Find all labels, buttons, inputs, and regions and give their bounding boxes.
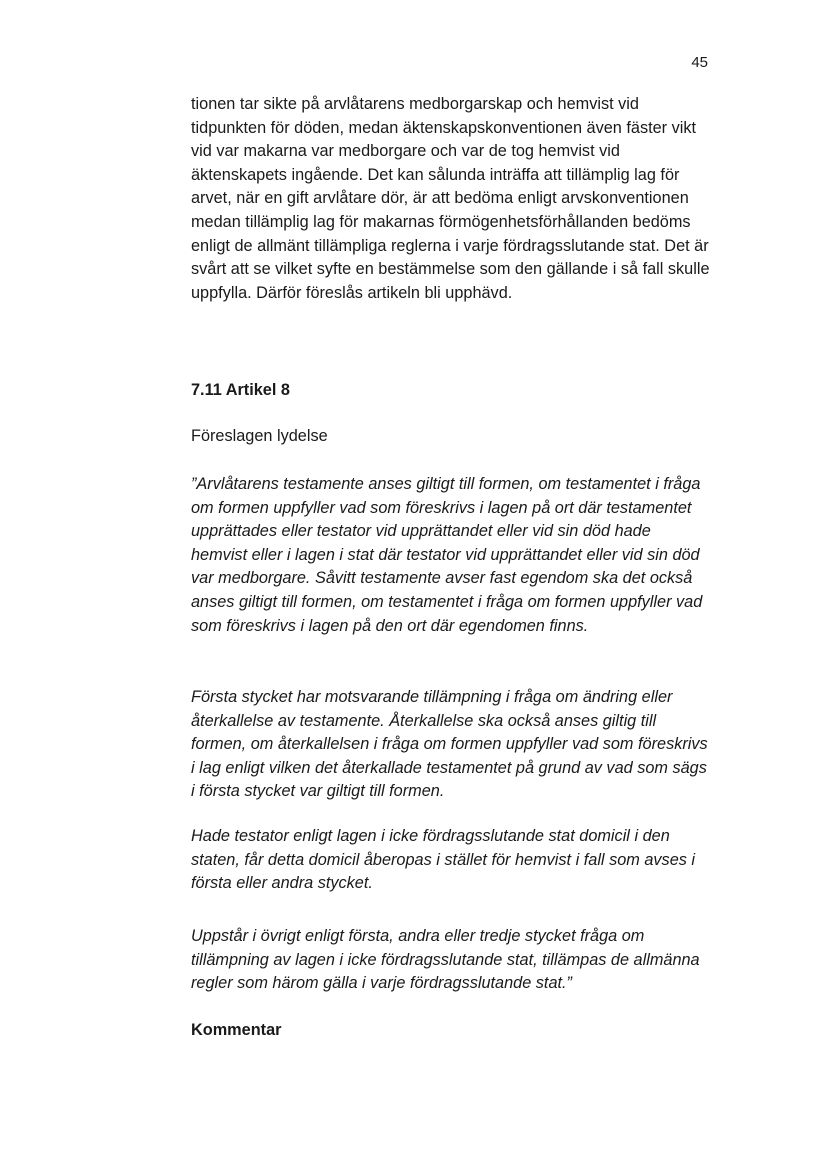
document-body bbox=[191, 93, 711, 1039]
quoted-paragraph-3: Hade testator enligt lagen i icke fördragsslutande stat domicil i den staten, får detta domicil åberopas i stället för hemvist i fall som avses i första eller andra stycket. bbox=[191, 827, 696, 893]
quoted-paragraph-4: Uppstår i övrigt enligt första, andra eller tredje stycket fråga om tillämpning av lagen i icke fördragsslutande stat, tillämpas de allmänna regler som härom gälla i varje fördragsslutande stat.” bbox=[191, 927, 700, 993]
intro-paragraph: tionen tar sikte på arvlåtarens medborgarskap och hemvist vid tidpunkten för döden, medan äktenskapskonventionen även fäster vikt vid var makarna var medborgare och var de tog hemvist vid äktenskapets ingående. Det kan sålunda inträffa att tillämplig lag för arvet, när en gift arvlåtare dör, är att bedöma enligt arvskonventionen medan tillämplig lag för makarnas förmögenhetsförhållanden bedöms enligt de allmänt tillämpliga reglerna i varje fördragsslutande stat. Det är svårt att se vilket syfte en bestämmelse som den gällande i så fall skulle uppfylla. Därför föreslås artikeln bli upphävd. bbox=[191, 95, 710, 302]
quoted-paragraph-1: ”Arvlåtarens testamente anses giltigt till formen, om testamentet i fråga om formen uppfyller vad som föreskrivs i lagen på ort där testamentet upprättades eller testator vid upprättandet eller vid sin död hade hemvist eller i lagen i stat där testator vid upprättandet eller vid sin död var medborgare. Såvitt testamente avser fast egendom ska det också anses giltigt till formen, om testamentet i fråga om formen uppfyller vad som föreskrivs i lagen på den ort där egendomen finns. bbox=[191, 475, 703, 635]
section-heading: 7.11 Artikel 8 bbox=[191, 381, 290, 399]
comment-heading: Kommentar bbox=[191, 1021, 282, 1039]
page-number: 45 bbox=[691, 54, 708, 71]
quoted-paragraph-2: Första stycket har motsvarande tillämpning i fråga om ändring eller återkallelse av testamente. Återkallelse ska också anses giltig till formen, om återkallelsen i fråga om formen uppfyller vad som föreskrivs i lag enligt vilken det återkallade testamentet på grund av vad som sägs i första stycket var giltigt till formen. bbox=[191, 688, 708, 801]
proposed-wording-label: Föreslagen lydelse bbox=[191, 427, 328, 445]
